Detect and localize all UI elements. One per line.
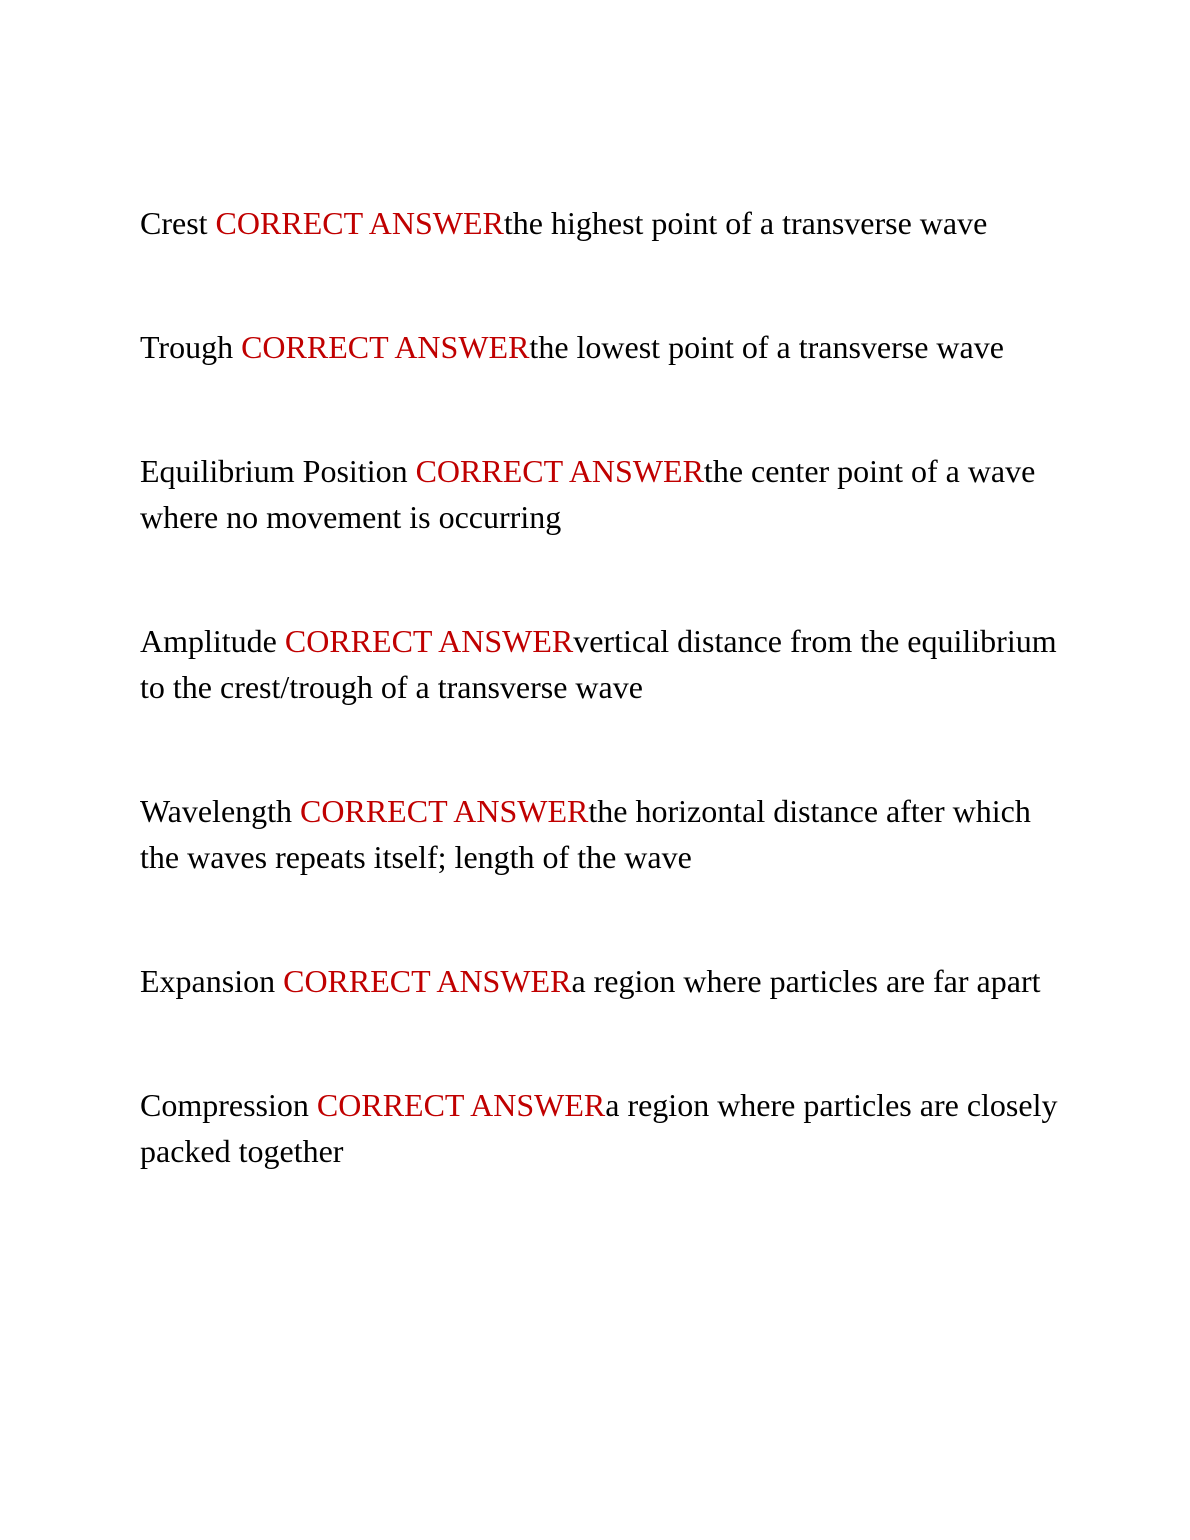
entry-wavelength — [140, 788, 1060, 880]
definition: vertical distance from the equilibrium to the crest/trough of a transverse wave — [140, 623, 1057, 705]
term: Compression — [140, 1087, 309, 1123]
correct-answer-label: CORRECT ANSWER — [316, 1087, 606, 1123]
entry-compression — [140, 1082, 1060, 1174]
definition: the center point of a wave where no movement is occurring — [140, 453, 1036, 535]
correct-answer-label: CORRECT ANSWER — [283, 963, 572, 999]
definition: the highest point of a transverse wave — [503, 205, 988, 241]
entry-crest — [140, 200, 1060, 246]
definition: the lowest point of a transverse wave — [529, 329, 1004, 365]
entry-expansion — [140, 958, 1060, 1004]
entry-trough — [140, 324, 1060, 370]
term: Amplitude — [140, 623, 277, 659]
correct-answer-label: CORRECT ANSWER — [241, 329, 530, 365]
term: Expansion — [140, 963, 276, 999]
definition: a region where particles are closely packed together — [140, 1087, 1058, 1169]
definition: the horizontal distance after which the waves repeats itself; length of the wave — [140, 793, 1031, 875]
correct-answer-label: CORRECT ANSWER — [215, 205, 504, 241]
correct-answer-label: CORRECT ANSWER — [284, 623, 574, 659]
correct-answer-label: CORRECT ANSWER — [300, 793, 589, 829]
correct-answer-label: CORRECT ANSWER — [415, 453, 704, 489]
entry-equilibrium-position — [140, 448, 1060, 540]
term: Equilibrium Position — [140, 453, 408, 489]
term: Crest — [140, 205, 208, 241]
entry-amplitude — [140, 618, 1060, 710]
term: Trough — [140, 329, 234, 365]
term: Wavelength — [140, 793, 293, 829]
flashcard-list — [140, 200, 1060, 1252]
definition: a region where particles are far apart — [571, 963, 1041, 999]
